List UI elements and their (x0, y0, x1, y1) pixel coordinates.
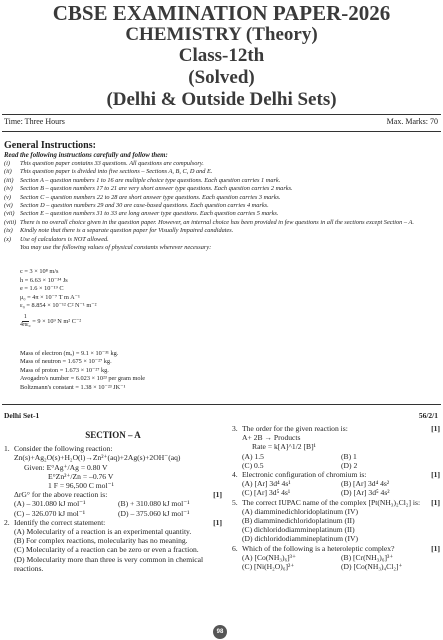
coulomb-constant: $\frac{1}{\text{4πε₀}}$ = 9 × 10⁹ N m² C⁻² (20, 313, 82, 328)
instruction-item: (vi) Section D – question numbers 29 and 30 are case-based questions. Each question carries 4 marks. (4, 202, 269, 210)
option: (A) [Co(NH₃)₆]³⁺ (242, 552, 296, 562)
option: (A) 1.5 (242, 451, 264, 461)
header-line-5: (Delhi & Outside Delhi Sets) (106, 89, 337, 110)
option: (B) For complex reactions, molecularity has no meaning. (14, 536, 188, 546)
option: (C) dichloridodiammineplatinum (II) (242, 525, 355, 535)
question-2: 2. [1] Identify the correct statement: (4, 517, 222, 527)
option: (D) [Co(NH₃)₄Cl₂]⁺ (341, 562, 403, 572)
instruction-item: (i) This question paper contains 33 questions. All questions are compulsory. (4, 160, 204, 167)
options (232, 452, 440, 470)
constant-line: Mass of proton = 1.673 × 10⁻²⁷ kg. (20, 366, 109, 374)
max-marks-label: Max. Marks: 70 (386, 117, 438, 126)
option: (A) [Ar] 3d⁴ 4s¹ (242, 479, 291, 489)
options (232, 479, 440, 497)
option: (C) – 326.070 kJ mol⁻¹ (14, 508, 86, 518)
instruction-item: (iii) Section A – question numbers 1 to 16 are multiple choice type questions. Each question carries 1 mark. (4, 176, 281, 184)
page-number: 98 (213, 625, 227, 639)
section-heading: SECTION – A (85, 430, 141, 440)
constant-line: c = 3 × 10⁸ m/s (20, 268, 59, 275)
question-3: 3. [1] The order for the given reaction is: A+ 2B → Products Rate = k[A]^1/2 [B]¹ (232, 424, 440, 452)
option: (A) diamminedichloridoplatinum (IV) (242, 506, 358, 516)
constant-line: Mass of electron (mₑ) = 9.1 × 10⁻³¹ kg. (20, 350, 119, 357)
constants-list (20, 268, 96, 329)
option: (B) [Ar] 3d⁴ 4s² (341, 479, 390, 489)
question-6: 6. Which of the following is a heteroleptic complex? [1] (232, 543, 440, 553)
instructions-title: General Instructions: (4, 140, 96, 151)
option: (C) [Ar] 3d⁵ 4s¹ (242, 488, 291, 498)
constant-line: Mass of neutron = 1.675 × 10⁻²⁷ kg. (20, 358, 112, 366)
header-line-1: CBSE EXAMINATION PAPER-2026 (52, 1, 391, 25)
instructions-intro: Read the following instructions carefully and follow them: (4, 152, 168, 159)
divider (2, 114, 441, 115)
instructions-list (4, 160, 438, 252)
constants-list-2 (20, 350, 145, 392)
instruction-item: (x) Use of calculators is NOT allowed. (4, 235, 109, 243)
option: (B) 1 (341, 451, 357, 461)
option: (B) diamminedichloridoplatinum (II) (242, 516, 355, 526)
header-line-4: (Solved) (188, 67, 255, 88)
instruction-item: (ix) Kindly note that there is a separate question paper for Visually Impaired candidates. (4, 227, 234, 235)
option: (D) 2 (341, 460, 358, 470)
left-column: SECTION – A 1. Consider the following reaction: Zn(s)+Ag₂O(s)+H₂O(l)→Zn²⁺(aq)+2Ag(s)+2OH⁻(aq) Given: E°Ag⁺/Ag = 0.80 V E°Zn²⁺/Zn = –0.76 V 1 F = 96,500 C mol⁻¹ [1] ΔrG° for the above reaction is: (A) – 301.080 kJ mol⁻¹ (B) + 310.080 kJ mol⁻¹ (C) – 326.070 kJ mol⁻¹ (D) – 375.060 kJ mol⁻¹ 2. [1] Identify the correct statement: (A) Molecularity of a reaction is an experimental quantity. (B) For complex reactions, molecularity has no meaning. (C) Molecularity of a reaction can be zero or even a fraction. (D) Molecularity more than three is very common in chemical reactions. (4, 430, 222, 573)
question-4: 4. [1] Electronic configuration of chromium is: (232, 470, 440, 480)
instruction-item: (ii) This question paper is divided into five sections – Sections A, B, C, D and E. (4, 168, 213, 176)
header-line-2: CHEMISTRY (Theory) (125, 24, 318, 45)
constant-line: e = 1.6 × 10⁻¹⁹ C (20, 285, 64, 293)
option: (D) [Ar] 3d⁵ 4s² (341, 488, 390, 498)
option: (A) – 301.080 kJ mol⁻¹ (14, 499, 86, 509)
options (4, 499, 222, 517)
options (232, 553, 440, 571)
option: (D) – 375.060 kJ mol⁻¹ (118, 508, 190, 518)
question-1: 1. Consider the following reaction: Zn(s)+Ag₂O(s)+H₂O(l)→Zn²⁺(aq)+2Ag(s)+2OH⁻(aq) Given: E°Ag⁺/Ag = 0.80 V E°Zn²⁺/Zn = –0.76 V 1 F = 96,500 C mol⁻¹ (4, 444, 222, 490)
constant-line: Boltzmann's constant = 1.38 × 10⁻²³ JK⁻¹ (20, 383, 126, 391)
right-column (232, 424, 440, 571)
option: (B) + 310.080 kJ mol⁻¹ (118, 499, 190, 509)
divider (2, 404, 441, 405)
instruction-item: (viii) There is no overall choice given in the question paper. However, an internal choice has been provided in few questions in all the sections except Section – A. (4, 218, 414, 226)
option: (A) Molecularity of a reaction is an experimental quantity. (14, 527, 192, 537)
constant-line: h = 6.63 × 10⁻³⁴ Js (20, 276, 68, 284)
constants-intro: You may use the following values of physical constants wherever necessary: (20, 244, 212, 252)
option: (D) dichloridodiammineplatinum (IV) (242, 534, 358, 544)
constant-line: Avogadro's number = 6.023 × 10²³ per gram mole (20, 375, 146, 383)
set-label: Delhi Set-1 (4, 411, 40, 420)
option: (C) [Ni(H₂O)₆]²⁺ (242, 562, 295, 572)
instruction-item: (v) Section C – question numbers 22 to 28 are short answer type questions. Each question carries 3 marks. (4, 193, 281, 201)
option: (D) Molecularity more than three is very common in chemical reactions. (14, 554, 204, 573)
header-line-3: Class-12th (178, 45, 265, 66)
instruction-item: (iv) Section B – question numbers 17 to 21 are very short answer type questions. Each question carries 2 marks. (4, 185, 293, 193)
constant-line: μ₀ = 4π × 10⁻⁷ T m A⁻¹ (20, 293, 80, 301)
time-label: Time: Three Hours (4, 117, 65, 126)
option: (C) Molecularity of a reaction can be zero or even a fraction. (14, 545, 199, 555)
set-code: 56/2/1 (418, 411, 438, 420)
option: (C) 0.5 (242, 460, 264, 470)
option: (B) [Cr(NH₃)₆]³⁺ (341, 552, 394, 562)
constant-line: ε₀ = 8.854 × 10⁻¹² C² N⁻¹ m⁻² (20, 302, 97, 310)
instruction-item: (vii) Section E – question numbers 31 to 33 are long answer type questions. Each question carries 5 marks. (4, 210, 279, 218)
divider (2, 131, 441, 132)
question-5: 5. [1] The correct IUPAC name of the complex [Pt(NH₃)₂Cl₂] is: (232, 497, 440, 507)
reaction-equation: Zn(s)+Ag₂O(s)+H₂O(l)→Zn²⁺(aq)+2Ag(s)+2OH⁻(aq) (14, 453, 181, 463)
